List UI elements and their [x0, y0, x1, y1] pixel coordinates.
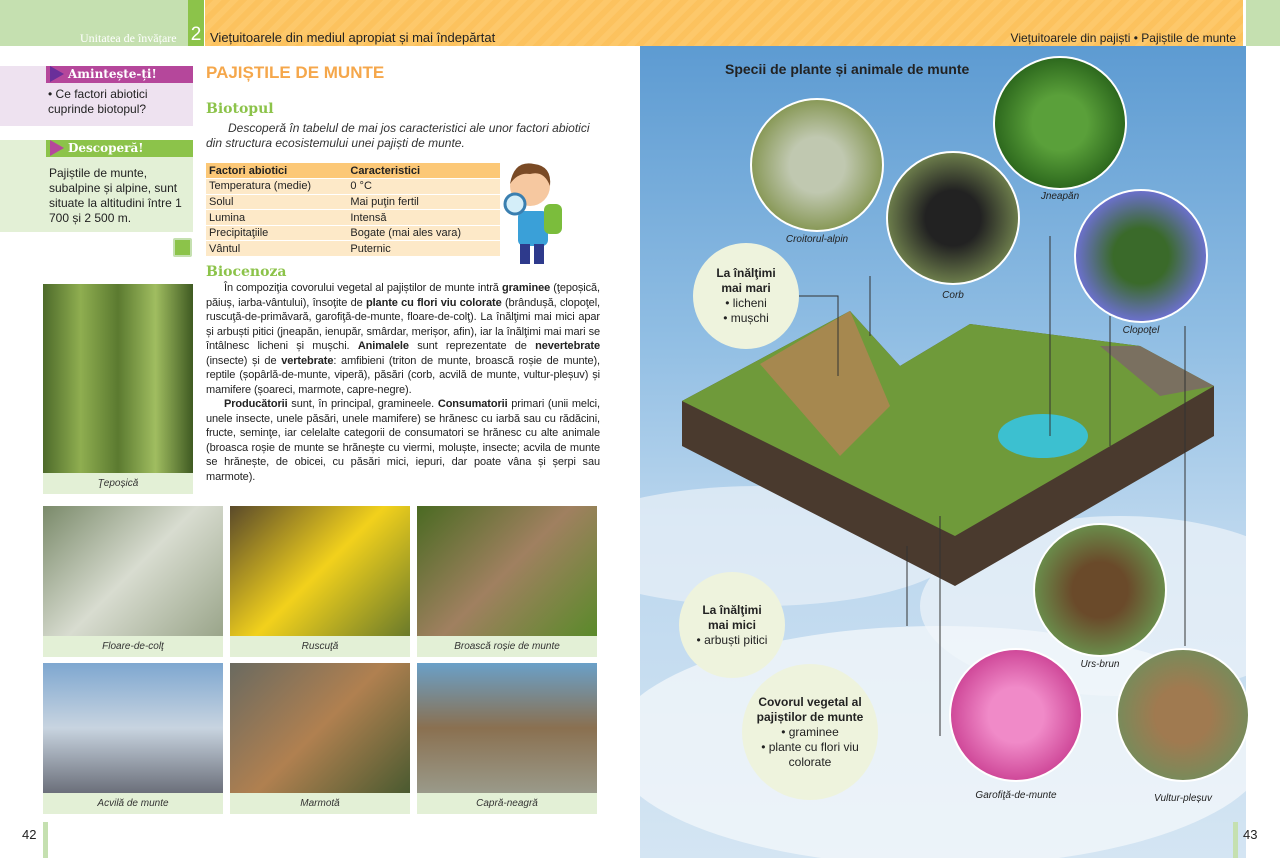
species-photo-circle: [993, 56, 1127, 190]
text-run: (brândușă, clopoţel, ruscuţă-de-primăvară, garofiţă-de-munte, floare-de-colţ). La înălţimi mai mici apar și arbuști pitici (jneapăn, ienupăr, smârdar, merișor, afin), iar la înălţimi mai mari se întâlnesc licheni și mușchi.: [206, 296, 600, 352]
text-run: : amfibieni (triton de munte, broască roșie de munte), reptile (șopârlă-de-munte, viperă), păsări (corb, acvilă de munte, vultur-pleșuv) și mamifere (șoareci, marmote, capre-negre).: [206, 354, 600, 396]
species-photo: [417, 663, 597, 793]
species-photo: [230, 663, 410, 793]
species-photo-circle: [1116, 648, 1250, 782]
bubble-title: Covorul vegetal al pajiștilor de munte: [756, 694, 864, 724]
species-photo: [417, 506, 597, 636]
photo-caption: Broască roșie de munte: [417, 636, 597, 657]
species-photo-circle: [750, 98, 884, 232]
cell: Intensă: [347, 210, 500, 226]
bubble-item: • graminee: [781, 724, 839, 739]
discover-text: Pajiștile de munte, subalpine și alpine, sunt situate la altitudini între 1 700 și 2 500 m.: [49, 166, 182, 225]
photo-caption: Ţepoșică: [43, 473, 193, 494]
cell: 0 °C: [347, 179, 500, 195]
unit-number: 2: [188, 0, 204, 46]
cell: Bogate (mai ales vara): [347, 225, 500, 241]
info-bubble: [742, 664, 878, 800]
species-photo-circle: [949, 648, 1083, 782]
info-bubble: [693, 243, 799, 349]
species-photo: [230, 506, 410, 636]
cell: Vântul: [206, 241, 347, 257]
discover-title: Descoperă!: [68, 141, 144, 155]
cell: Lumina: [206, 210, 347, 226]
photo-caption: Marmotă: [230, 793, 410, 814]
bold-term: Animalele: [357, 340, 409, 352]
page-number-left: 42: [22, 827, 37, 842]
bubble-item: • arbuști pitici: [696, 632, 768, 647]
bubble-item: • licheni: [725, 296, 767, 310]
table-row: [206, 225, 500, 241]
photo-caption: Acvilă de munte: [43, 793, 223, 814]
species-label: Garofiţă-de-munte: [975, 790, 1057, 801]
species-label: Croitorul-alpin: [785, 234, 849, 245]
teposica-photo: [43, 284, 193, 473]
species-photo-circle: [1033, 523, 1167, 657]
abiotic-table: [206, 163, 500, 257]
bold-term: Consumatorii: [437, 398, 508, 410]
boy-with-magnifier-illustration: [500, 156, 568, 268]
text-run: primari (unii melci, unele insecte, unele păsări, unele mamifere) se hrănesc cu iarbă sau cu rădăcini, fructe, seminţe, iar celelalte categorii de consumatori se hrănesc cu alte animale (broasca roșie de munte se hrănește cu viermi, moluște, insecte; acvila de munte se hrănește, de obicei, cu păsări mici, iepuri, dar poate vâna și șerpi sau marmote).: [206, 398, 600, 483]
page-number-right: 43: [1243, 827, 1258, 842]
cell: Solul: [206, 194, 347, 210]
biocenoza-heading: Biocenoza: [206, 264, 287, 280]
discover-header: [46, 140, 193, 157]
text-run: (insecte) și de: [206, 354, 282, 367]
bold-term: vertebrate: [281, 354, 334, 367]
table-row: [206, 179, 500, 195]
cell: Puternic: [347, 241, 500, 257]
bubble-title: La înălţimi mai mari: [716, 266, 776, 295]
page-title: PAJIȘTILE DE MUNTE: [206, 63, 385, 82]
paragraph: [206, 397, 600, 484]
cell: Mai puţin fertil: [347, 194, 500, 210]
cell: Temperatura (medie): [206, 179, 347, 195]
species-label: Corb: [942, 290, 964, 301]
bold-term: Producătorii: [224, 398, 288, 410]
biotop-heading: Biotopul: [206, 101, 274, 117]
paragraph: [206, 281, 600, 397]
table-row: [206, 194, 500, 210]
species-photo-circle: [1074, 189, 1208, 323]
bold-term: plante cu flori viu colorate: [365, 296, 502, 309]
species-label: Vultur-pleșuv: [1154, 793, 1212, 804]
species-photo: [43, 506, 223, 636]
discover-box: [0, 140, 193, 232]
text-run: sunt reprezentate de: [408, 340, 536, 352]
table-row: [206, 210, 500, 226]
page-marker: [1233, 822, 1238, 858]
species-label: Urs-brun: [1080, 659, 1120, 670]
unit-label: Unitatea de învățare: [80, 31, 177, 45]
text-run: (ţepoșică, păiuș, iarba-vântului), însoţite de: [206, 282, 601, 309]
intro-text: Descoperă în tabelul de mai jos caracteristici ale unor factori abiotici din structura ecosistemului unei pajiști de munte.: [206, 121, 590, 150]
species-label: Clopoţel: [1122, 325, 1160, 336]
remember-box: [0, 66, 193, 126]
bold-term: graminee: [502, 282, 551, 294]
info-bubble: [679, 572, 785, 678]
bubble-item: • mușchi: [723, 311, 769, 325]
section-title: Viețuitoarele din pajiști • Pajiștile de munte: [1010, 31, 1236, 45]
cell: Precipitaţiile: [206, 225, 347, 241]
arrow-icon: [50, 66, 64, 82]
remember-header: [46, 66, 193, 83]
remember-text: • Ce factori abiotici cuprinde biotopul?: [48, 87, 148, 116]
photo-caption: Floare-de-colţ: [43, 636, 223, 657]
play-icon: [50, 140, 64, 156]
text-run: În compoziţia covorului vegetal al pajiștilor de munte intră: [224, 282, 502, 294]
header-cell: Caracteristici: [347, 163, 500, 179]
text-run: sunt, în principal, gramineele.: [287, 398, 438, 410]
bold-term: nevertebrate: [535, 340, 600, 352]
species-photo: [43, 663, 223, 793]
illustration-title: Specii de plante și animale de munte: [725, 61, 970, 77]
page-marker: [43, 822, 48, 858]
header-green-band-right: [1246, 0, 1280, 46]
photo-caption: Ruscuţă: [230, 636, 410, 657]
digital-resource-icon[interactable]: [173, 238, 192, 257]
biocenoza-text: [206, 281, 600, 484]
species-photo-circle: [886, 151, 1020, 285]
header-cell: Factori abiotici: [206, 163, 347, 179]
table-header: [206, 163, 500, 179]
species-label: Jneapăn: [1040, 191, 1080, 202]
unit-title: Viețuitoarele din mediul apropiat și mai îndepărtat: [210, 30, 496, 45]
remember-title: Amintește-ți!: [68, 67, 157, 81]
bubble-item: • plante cu flori viu colorate: [761, 739, 859, 769]
table-row: [206, 241, 500, 257]
photo-caption: Capră-neagră: [417, 793, 597, 814]
bubble-title: La înălţimi mai mici: [702, 602, 762, 632]
